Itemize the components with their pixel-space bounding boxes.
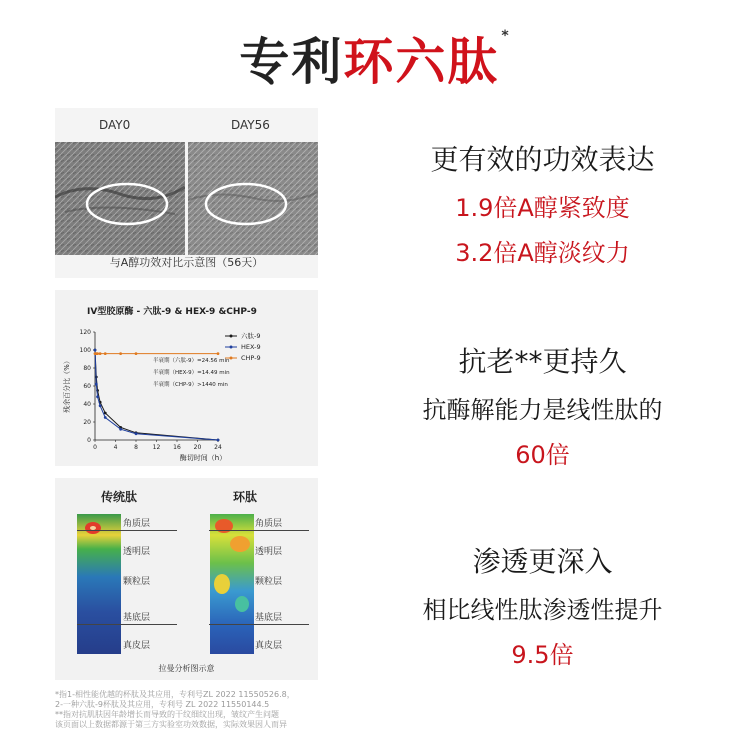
enzyme-chart-panel [55, 290, 318, 466]
footnote-line: *指1-相性能优越的杯肽及其应用，专利号ZL 2022 11550526.8， [55, 690, 295, 699]
claim-penetration-line2: 9.5倍 [511, 641, 574, 669]
title-part2: 环六肽 [343, 33, 500, 91]
legend-marker [230, 357, 233, 360]
layer-divider [77, 530, 177, 531]
layer-label: 真皮层 [255, 641, 283, 651]
layer-label: 角质层 [123, 519, 151, 529]
x-tick-label: 24 [214, 444, 222, 451]
data-point [135, 432, 138, 435]
data-point [99, 404, 102, 407]
data-point [104, 416, 107, 419]
footnote-line: 2-一种六肽-9杯肽及其应用，专利号 ZL 2022 11550144.5 [55, 700, 270, 709]
layer-divider [77, 624, 177, 625]
chart-xlabel: 酶切时间（h） [179, 454, 227, 462]
traditional-peptide-title: 传统肽 [101, 490, 138, 504]
cyclic-peptide-title: 环肽 [233, 490, 258, 504]
claim-anti-aging-heading: 抗老**更持久 [458, 345, 627, 378]
layer-label: 透明层 [123, 547, 151, 557]
layer-label: 角质层 [255, 519, 283, 529]
title-mark: * [501, 28, 511, 44]
data-point [94, 349, 97, 352]
layer-label: 颗粒层 [255, 577, 283, 587]
claim-efficacy-heading: 更有效的功效表达 [430, 143, 655, 176]
layer-label: 基底层 [123, 613, 151, 623]
layer-divider [209, 624, 309, 625]
chart-title: IV型胶原酶 - 六肽-9 & HEX-9 &CHP-9 [87, 307, 257, 317]
claim-anti-aging [335, 340, 750, 470]
half-life-annotation: 半衰期（六肽-9）=24.56 min [153, 358, 230, 364]
claim-penetration [335, 540, 750, 670]
layer-label: 基底层 [255, 613, 283, 623]
y-tick-label: 40 [83, 401, 91, 408]
legend-label: 六肽-9 [241, 332, 261, 340]
footnote-line: 该页面以上数据都源于第三方实验室功效数据，实际效果因人而异 [55, 720, 287, 729]
legend-label: CHP-9 [241, 354, 261, 362]
claim-efficacy [335, 138, 750, 268]
skin-comparison-caption: 与A醇功效对比示意图（56天） [109, 256, 264, 269]
data-point [96, 395, 99, 398]
data-point [96, 352, 99, 355]
half-life-annotation: 半衰期（CHP-9）>1440 min [153, 382, 228, 388]
skin-image-day56 [188, 142, 318, 255]
claim-anti-aging-line2: 60倍 [515, 441, 570, 469]
x-tick-label: 8 [134, 444, 138, 451]
data-point [217, 352, 220, 355]
legend-marker [230, 335, 233, 338]
legend-label: HEX-9 [241, 343, 261, 351]
page-title [0, 22, 750, 94]
layer-label: 颗粒层 [123, 577, 151, 587]
cyclic-heatmap [210, 514, 254, 654]
data-point [119, 428, 122, 431]
y-tick-label: 80 [83, 365, 91, 372]
day0-label: DAY0 [99, 118, 131, 132]
title-part1: 专利 [239, 33, 344, 91]
raman-caption: 拉曼分析图示意 [158, 664, 215, 673]
y-tick-label: 20 [83, 419, 91, 426]
x-tick-label: 4 [113, 444, 118, 451]
half-life-annotation: 半衰期（HEX-9）=14.49 min [153, 370, 230, 376]
x-tick-label: 16 [173, 444, 181, 451]
data-point [119, 352, 122, 355]
y-tick-label: 120 [79, 329, 91, 336]
layer-divider [209, 530, 309, 531]
raman-panel [55, 478, 318, 680]
y-tick-label: 60 [83, 383, 91, 390]
data-point [104, 412, 107, 415]
x-tick-label: 0 [93, 444, 97, 451]
footnotes [55, 690, 355, 730]
footnote-line: **指对抗肌肤因年龄增长而导致的干纹细纹出现，皱纹产生问题 [55, 710, 279, 719]
layer-label: 透明层 [255, 547, 283, 557]
claim-penetration-heading: 渗透更深入 [472, 545, 613, 578]
legend-marker [230, 346, 233, 349]
data-point [99, 352, 102, 355]
claim-efficacy-line2: 3.2倍A醇淡纹力 [455, 239, 630, 267]
data-point [135, 352, 138, 355]
claim-efficacy-line1: 1.9倍A醇紧致度 [455, 194, 630, 222]
y-tick-label: 100 [79, 347, 91, 354]
x-tick-label: 12 [152, 444, 161, 451]
data-point [217, 439, 220, 442]
x-tick-label: 20 [193, 444, 202, 451]
enzyme-chart [55, 290, 318, 466]
skin-image-day0 [55, 142, 185, 255]
skin-comparison-panel [55, 108, 318, 278]
day56-label: DAY56 [231, 118, 270, 132]
claim-penetration-line1: 相比线性肽渗透性提升 [422, 596, 663, 624]
layer-label: 真皮层 [123, 641, 151, 651]
chart-ylabel: 残余百分比（%） [63, 357, 71, 413]
data-point [104, 352, 107, 355]
claim-anti-aging-line1: 抗酶解能力是线性肽的 [422, 396, 663, 424]
y-tick-label: 0 [87, 437, 91, 444]
data-point [95, 383, 98, 386]
traditional-heatmap [77, 514, 121, 654]
